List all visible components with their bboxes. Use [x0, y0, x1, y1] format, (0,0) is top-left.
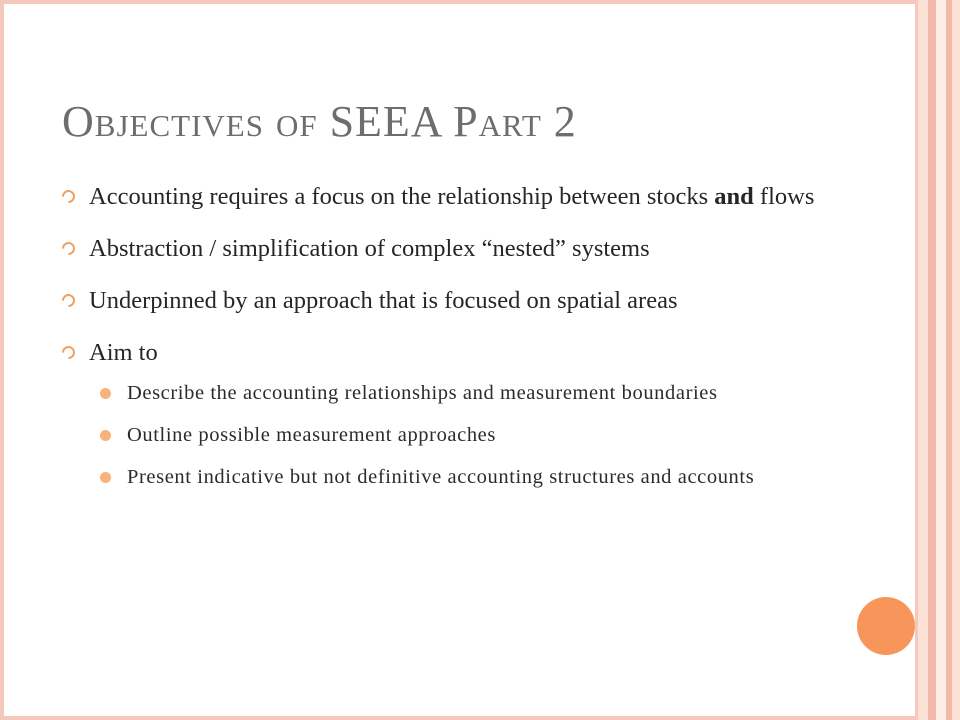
sub-bullet-text: Present indicative but not definitive accounting structures and accounts [127, 466, 755, 488]
sub-bullet-dot-icon [100, 430, 111, 441]
sub-bullet-item [62, 380, 852, 407]
stripe [918, 0, 928, 720]
sub-bullet-text: Describe the accounting relationships and measurement boundaries [127, 382, 718, 404]
bullet-item [62, 180, 852, 213]
sub-bullet-dot-icon [100, 472, 111, 483]
bullet-item [62, 284, 852, 317]
sub-bullet-item [62, 422, 852, 449]
bullet-list [62, 180, 852, 506]
sub-bullet-dot-icon [100, 388, 111, 399]
bullet-item [62, 336, 852, 369]
sub-bullet-list [62, 380, 852, 491]
stripe [928, 0, 936, 720]
sub-bullet-item [62, 464, 852, 491]
bullet-text: Underpinned by an approach that is focused on spatial areas [89, 287, 678, 314]
bullet-item [62, 232, 852, 265]
sub-bullet-text: Outline possible measurement approaches [127, 424, 496, 446]
stripe [936, 0, 946, 720]
bullet-marker-icon [59, 291, 77, 309]
bullet-text: flows [753, 183, 815, 210]
bullet-text: Accounting requires a focus on the relationship between stocks [89, 183, 715, 210]
accent-circle [857, 597, 915, 655]
bullet-text: Aim to [89, 339, 158, 366]
bullet-marker-icon [59, 187, 77, 205]
bullet-text: Abstraction / simplification of complex “nested” systems [89, 235, 650, 262]
decorative-stripes [918, 0, 960, 720]
bullet-marker-icon [59, 343, 77, 361]
slide-title: Objectives of SEEA Part 2 [62, 97, 577, 146]
stripe [952, 0, 960, 720]
bullet-bold-text: and [714, 183, 754, 210]
bullet-marker-icon [59, 239, 77, 257]
